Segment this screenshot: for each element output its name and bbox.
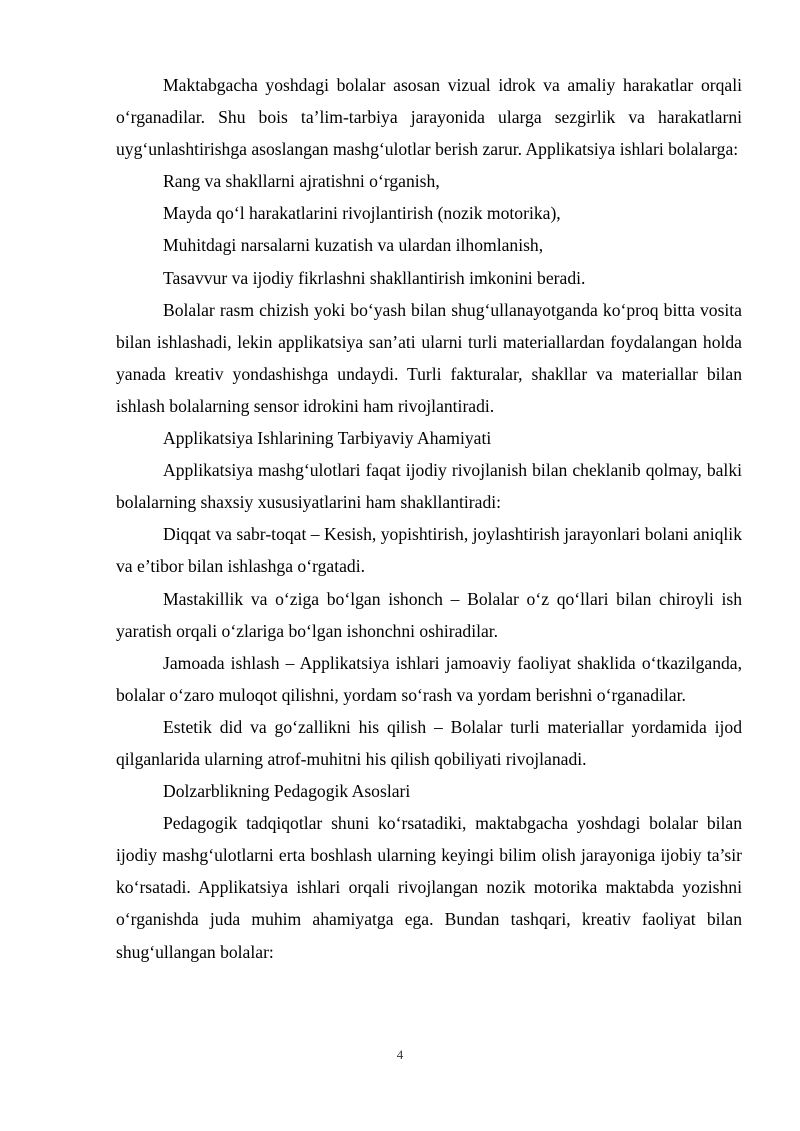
list-item: Mayda qo‘l harakatlarini rivojlantirish (nozik motorika), [163, 203, 561, 224]
paragraph: Applikatsiya mashg‘ulotlari faqat ijodiy rivojlanish bilan cheklanib qolmay, balki bolalarning shaxsiy xususiyatlarini ham shakllantiradi: [116, 460, 742, 513]
list-item: Tasavvur va ijodiy fikrlashni shakllantirish imkonini beradi. [163, 267, 586, 288]
paragraph: Bolalar rasm chizish yoki bo‘yash bilan shug‘ullanayotganda ko‘proq bitta vosita bilan ishlashadi, lekin applikatsiya san’ati ularni turli materiallardan foydalangan holda yanada kreativ yondashishga undaydi. Turli fakturalar, shakllar va materiallar bilan ishlash bolalarning sensor idrokini ham rivojlantiradi. [116, 299, 742, 416]
paragraph: Jamoada ishlash – Applikatsiya ishlari jamoaviy faoliyat shaklida o‘tkazilganda, bolalar o‘zaro muloqot qilishni, yordam so‘rash va yordam berishni o‘rganadilar. [116, 652, 742, 705]
paragraph: Mastakillik va o‘ziga bo‘lgan ishonch – Bolalar o‘z qo‘llari bilan chiroyli ish yaratish orqali o‘zlariga bo‘lgan ishonchni oshiradilar. [116, 588, 742, 641]
paragraph-intro: Maktabgacha yoshdagi bolalar asosan vizual idrok va amaliy harakatlar orqali o‘rganadilar. Shu bois ta’lim-tarbiya jarayonida ularga sezgirlik va harakatlarni uyg‘unlashtirishga asoslangan mashg‘ulotlar berish zarur. Applikatsiya ishlari bolalarga: [116, 75, 742, 160]
section-heading: Applikatsiya Ishlarining Tarbiyaviy Ahamiyati [163, 428, 492, 449]
paragraph: Pedagogik tadqiqotlar shuni ko‘rsatadiki, maktabgacha yoshdagi bolalar bilan ijodiy mashg‘ulotlarni erta boshlash ularning keyingi bilim olish jarayoniga ijobiy ta’sir ko‘rsatadi. Applikatsiya ishlari orqali rivojlangan nozik motorika maktabda yozishni o‘rganishda juda muhim ahamiyatga ega. Bundan tashqari, kreativ faoliyat bilan shug‘ullangan bolalar: [116, 813, 742, 962]
paragraph: Estetik did va go‘zallikni his qilish – Bolalar turli materiallar yordamida ijod qilganlarida ularning atrof-muhitni his qilish qobiliyati rivojlanadi. [116, 716, 742, 769]
page-number: 4 [396, 1047, 404, 1062]
paragraph: Diqqat va sabr-toqat – Kesish, yopishtirish, joylashtirish jarayonlari bolani aniqlik va e’tibor bilan ishlashga o‘rgatadi. [116, 524, 742, 577]
page-body [116, 69, 742, 968]
list-item: Rang va shakllarni ajratishni o‘rganish, [163, 171, 440, 192]
list-item: Muhitdagi narsalarni kuzatish va ulardan ilhomlanish, [163, 235, 544, 256]
section-heading: Dolzarblikning Pedagogik Asoslari [163, 781, 411, 802]
